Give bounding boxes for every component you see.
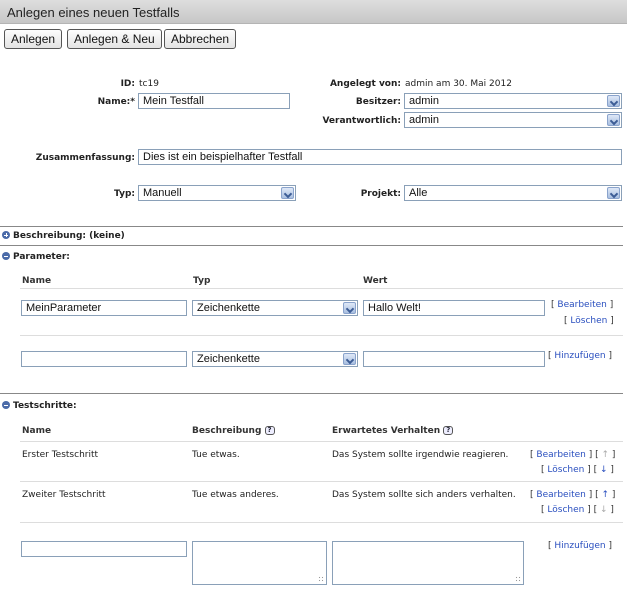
resize-grip-icon[interactable] bbox=[318, 576, 324, 582]
name-input[interactable]: Mein Testfall bbox=[138, 93, 290, 109]
owner-select[interactable] bbox=[404, 93, 622, 109]
step-2-delete-group: [ Löschen ] [ ↓ ] bbox=[541, 505, 614, 515]
param-header-value: Wert bbox=[363, 276, 388, 286]
param-value-input[interactable]: Hallo Welt! bbox=[363, 300, 545, 316]
step-header-name: Name bbox=[22, 426, 52, 436]
step-1-name: Erster Testschritt bbox=[22, 450, 99, 460]
id-value: tc19 bbox=[139, 79, 159, 89]
new-param-value-input[interactable] bbox=[363, 351, 545, 367]
step-1-delete-link[interactable]: Löschen bbox=[547, 465, 585, 475]
param-add-link[interactable]: Hinzufügen bbox=[554, 351, 606, 361]
step-2-description: Tue etwas anderes. bbox=[192, 490, 279, 500]
step-header-description: Beschreibung ? bbox=[192, 426, 275, 436]
id-label: ID: bbox=[120, 79, 135, 89]
divider bbox=[20, 441, 623, 442]
collapse-icon[interactable] bbox=[2, 252, 10, 260]
chevron-down-icon bbox=[607, 187, 620, 199]
responsible-label: Verantwortlich: bbox=[322, 116, 401, 126]
parameters-section-toggle[interactable]: Parameter: bbox=[13, 252, 70, 262]
divider bbox=[0, 393, 623, 394]
summary-label: Zusammenfassung: bbox=[35, 153, 135, 163]
step-1-description: Tue etwas. bbox=[192, 450, 240, 460]
step-2-edit-group: [ Bearbeiten ] [ ↑ ] bbox=[530, 490, 616, 500]
step-1-delete-group: [ Löschen ] [ ↓ ] bbox=[541, 465, 614, 475]
param-name-input[interactable]: MeinParameter bbox=[21, 300, 187, 316]
param-edit-group: [ Bearbeiten ] bbox=[551, 300, 614, 310]
page-title-bar bbox=[0, 0, 627, 24]
create-and-new-button[interactable]: Anlegen & Neu bbox=[67, 29, 162, 49]
step-2-name: Zweiter Testschritt bbox=[22, 490, 106, 500]
summary-input[interactable]: Dies ist ein beispielhafter Testfall bbox=[138, 149, 622, 165]
new-step-name-input[interactable] bbox=[21, 541, 187, 557]
chevron-down-icon bbox=[343, 353, 356, 365]
chevron-down-icon bbox=[343, 302, 356, 314]
help-icon[interactable]: ? bbox=[443, 426, 453, 435]
project-select-value: Alle bbox=[409, 187, 428, 199]
owner-select-value: admin bbox=[409, 95, 439, 107]
move-down-icon: ↓ bbox=[600, 505, 608, 515]
divider bbox=[20, 288, 623, 289]
step-1-edit-link[interactable]: Bearbeiten bbox=[536, 450, 586, 460]
step-1-expected: Das System sollte irgendwie reagieren. bbox=[332, 450, 509, 460]
step-add-group: [ Hinzufügen ] bbox=[548, 541, 613, 551]
step-header-expected: Erwartetes Verhalten ? bbox=[332, 426, 453, 436]
resize-grip-icon[interactable] bbox=[515, 576, 521, 582]
new-param-type-value: Zeichenkette bbox=[197, 353, 260, 365]
move-down-icon[interactable]: ↓ bbox=[600, 465, 608, 475]
type-select-value: Manuell bbox=[143, 187, 182, 199]
param-edit-link[interactable]: Bearbeiten bbox=[557, 300, 607, 310]
new-step-expected-textarea[interactable] bbox=[332, 541, 524, 585]
divider bbox=[20, 335, 623, 336]
param-header-name: Name bbox=[22, 276, 52, 286]
divider bbox=[0, 245, 623, 246]
expand-icon[interactable] bbox=[2, 231, 10, 239]
steps-section-toggle[interactable]: Testschritte: bbox=[13, 401, 77, 411]
responsible-select[interactable] bbox=[404, 112, 622, 128]
created-by-label: Angelegt von: bbox=[329, 79, 401, 89]
step-1-edit-group: [ Bearbeiten ] [ ↑ ] bbox=[530, 450, 616, 460]
param-header-type: Typ bbox=[193, 276, 211, 286]
divider bbox=[20, 522, 623, 523]
project-select[interactable] bbox=[404, 185, 622, 201]
divider bbox=[20, 481, 623, 482]
cancel-button[interactable]: Abbrechen bbox=[164, 29, 236, 49]
param-add-group: [ Hinzufügen ] bbox=[548, 351, 613, 361]
new-step-description-textarea[interactable] bbox=[192, 541, 327, 585]
step-2-delete-link[interactable]: Löschen bbox=[547, 505, 585, 515]
param-delete-link[interactable]: Löschen bbox=[570, 316, 608, 326]
help-icon[interactable]: ? bbox=[265, 426, 275, 435]
param-type-value: Zeichenkette bbox=[197, 302, 260, 314]
chevron-down-icon bbox=[607, 95, 620, 107]
created-by-value: admin am 30. Mai 2012 bbox=[405, 79, 512, 89]
new-param-name-input[interactable] bbox=[21, 351, 187, 367]
chevron-down-icon bbox=[607, 114, 620, 126]
move-up-icon[interactable]: ↑ bbox=[601, 490, 610, 500]
name-label: Name:* bbox=[97, 97, 135, 107]
param-delete-group: [ Löschen ] bbox=[564, 316, 614, 326]
chevron-down-icon bbox=[281, 187, 294, 199]
param-type-select[interactable] bbox=[192, 300, 358, 316]
move-up-icon: ↑ bbox=[601, 450, 610, 460]
collapse-icon[interactable] bbox=[2, 401, 10, 409]
step-2-edit-link[interactable]: Bearbeiten bbox=[536, 490, 586, 500]
create-button[interactable]: Anlegen bbox=[4, 29, 62, 49]
divider bbox=[0, 226, 623, 227]
type-select[interactable] bbox=[138, 185, 296, 201]
type-label: Typ: bbox=[114, 189, 135, 199]
owner-label: Besitzer: bbox=[355, 97, 401, 107]
step-2-expected: Das System sollte sich anders verhalten. bbox=[332, 490, 516, 500]
page-title: Anlegen eines neuen Testfalls bbox=[7, 5, 180, 20]
description-section-toggle[interactable]: Beschreibung: (keine) bbox=[13, 231, 125, 241]
new-param-type-select[interactable] bbox=[192, 351, 358, 367]
responsible-select-value: admin bbox=[409, 114, 439, 126]
project-label: Projekt: bbox=[360, 189, 401, 199]
step-add-link[interactable]: Hinzufügen bbox=[554, 541, 606, 551]
